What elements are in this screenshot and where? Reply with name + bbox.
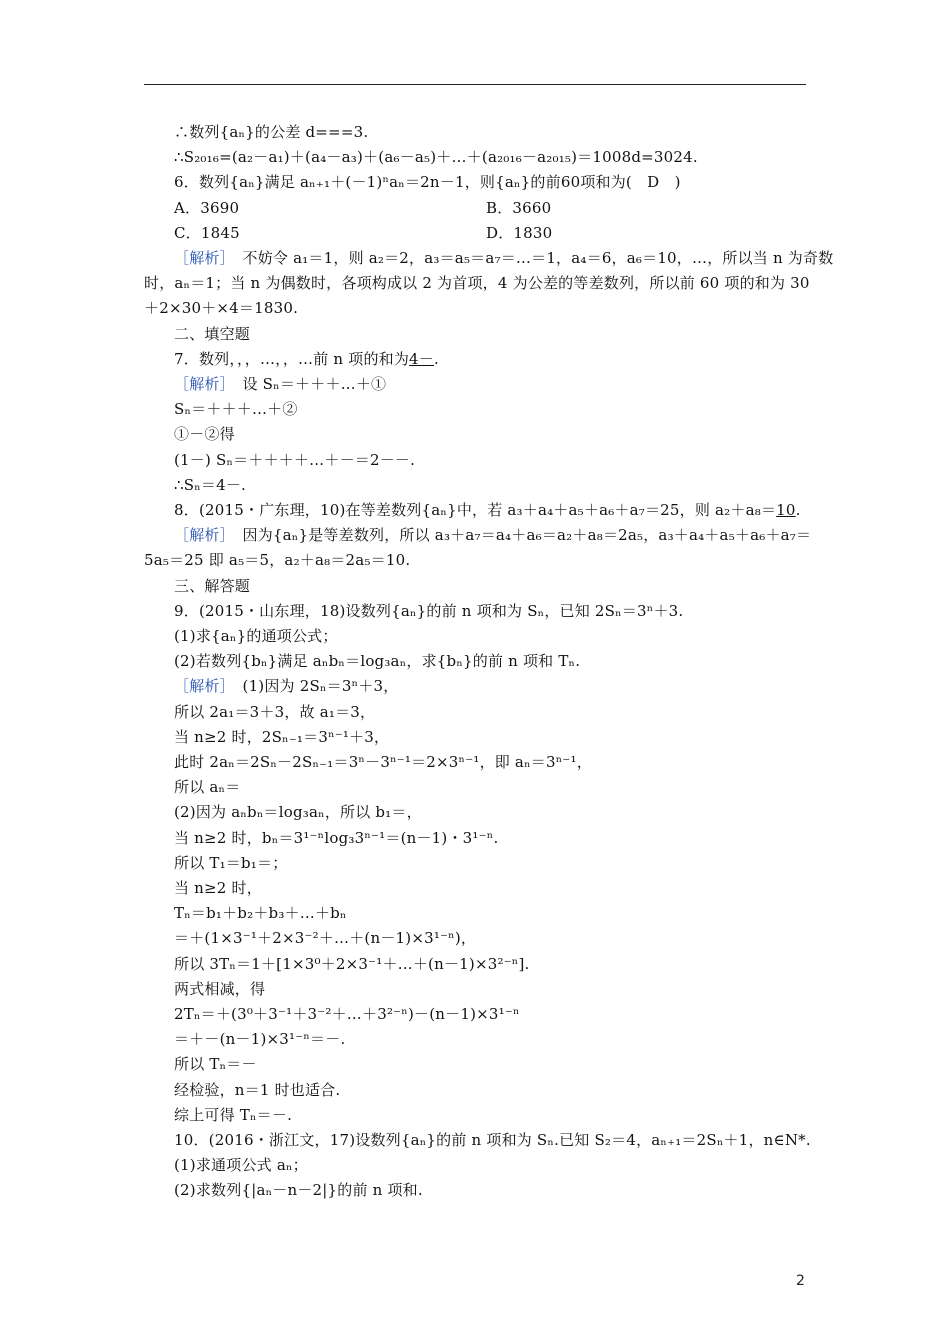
option-d: D．1830 [486,224,553,242]
text-line: 时，aₙ＝1；当 n 为偶数时，各项构成以 2 为首项，4 为公差的等差数列，所以前 60 项的和为 30 [144,274,810,292]
text-span: 7．数列，，，…，，…前 n 项的和为 [174,350,410,368]
answer-blank: 10 [776,501,796,519]
text-line: 当 n≥2 时，bₙ＝3¹⁻ⁿlog₃3ⁿ⁻¹＝(n－1)・3¹⁻ⁿ. [174,829,499,847]
text-line: 所以 aₙ＝ [174,778,241,796]
text-line: (1)求{aₙ}的通项公式； [174,627,338,645]
question-10: 10．(2016・浙江文，17)设数列{aₙ}的前 n 项和为 Sₙ.已知 S₂＝4，aₙ₊₁＝2Sₙ＋1，n∈N*. [174,1131,811,1149]
text-line: 所以 3Tₙ＝1＋[1×3⁰＋2×3⁻¹＋…＋(n－1)×3²⁻ⁿ]. [174,955,530,973]
analysis-tag: ［解析］ [174,375,228,393]
option-b: B．3660 [486,199,552,217]
question-7 [174,349,439,369]
text-line: 2Tₙ＝＋(3⁰＋3⁻¹＋3⁻²＋…＋3²⁻ⁿ)－(n－1)×3¹⁻ⁿ [174,1005,520,1023]
header-rule [144,84,806,85]
text-line: 当 n≥2 时， [174,879,262,897]
section-heading: 三、解答题 [174,577,251,595]
text-line: 此时 2aₙ＝2Sₙ－2Sₙ₋₁＝3ⁿ－3ⁿ⁻¹＝2×3ⁿ⁻¹，即 aₙ＝3ⁿ⁻¹， [174,753,592,771]
analysis-line [174,525,811,545]
text-span: 8．(2015・广东理，10)在等差数列{aₙ}中，若 a₃＋a₄＋a₅＋a₆＋a₇＝25，则 a₂＋a₈＝ [174,501,777,519]
answer-blank: 4－ [409,350,434,368]
section-heading: 二、填空题 [174,325,251,343]
text-span: 设 Sₙ＝＋＋＋…＋① [227,375,387,393]
text-line: (1)求通项公式 aₙ； [174,1156,308,1174]
analysis-line [174,676,398,696]
analysis-tag: ［解析］ [174,249,228,267]
text-line: 综上可得 Tₙ＝－. [174,1106,293,1124]
text-line: ∴Sₙ＝4－. [174,476,247,494]
text-line: ①－②得 [174,425,235,443]
text-span: 因为{aₙ}是等差数列，所以 a₃＋a₇＝a₄＋a₆＝a₂＋a₈＝2a₅，a₃＋a₄＋a₅＋a₆＋a₇＝ [227,526,812,544]
option-c: C．1845 [174,224,240,242]
text-line: 所以 T₁＝b₁＝； [174,854,288,872]
question-6: 6．数列{aₙ}满足 aₙ₊₁＋(－1)ⁿaₙ＝2n－1，则{aₙ}的前60项和为( D ) [174,173,681,191]
text-line: (2)因为 aₙbₙ＝log₃aₙ，所以 b₁＝， [174,803,422,821]
text-line: Tₙ＝b₁＋b₂＋b₃＋…＋bₙ [174,904,347,922]
text-line: 两式相减，得 [174,980,266,998]
text-line: (2)若数列{bₙ}满足 aₙbₙ＝log₃aₙ，求{bₙ}的前 n 项和 Tₙ. [174,652,581,670]
analysis-line [174,248,833,268]
page-number: 2 [796,1273,805,1289]
text-span: . [434,350,439,368]
text-span: (1)因为 2Sₙ＝3ⁿ＋3， [227,677,399,695]
analysis-line [174,374,386,394]
text-line: 5a₅＝25 即 a₅＝5，a₂＋a₈＝2a₅＝10. [144,551,411,569]
option-a: A．3690 [174,199,240,217]
analysis-tag: ［解析］ [174,526,228,544]
text-line: ＋2×30＋×4＝1830. [144,299,299,317]
question-8 [174,500,801,520]
analysis-tag: ［解析］ [174,677,228,695]
text-line: (2)求数列{|aₙ－n－2|}的前 n 项和. [174,1181,423,1199]
text-line: ＝＋(1×3⁻¹＋2×3⁻²＋…＋(n－1)×3¹⁻ⁿ)， [174,929,477,947]
text-line: ∴S₂₀₁₆=(a₂－a₁)＋(a₄－a₃)＋(a₆－a₅)＋…＋(a₂₀₁₆－a₂₀₁₅)＝1008d=3024. [174,148,698,166]
text-span: 不妨令 a₁＝1，则 a₂＝2，a₃＝a₅＝a₇＝…＝1，a₄＝6，a₆＝10，…，所以当 n 为奇数 [227,249,834,267]
text-line: 所以 Tₙ＝－ [174,1055,257,1073]
text-span: . [795,501,801,519]
text-line: 当 n≥2 时，2Sₙ₋₁＝3ⁿ⁻¹＋3， [174,728,390,746]
text-line: 所以 2a₁＝3＋3，故 a₁＝3， [174,703,376,721]
text-line: ＝＋－(n－1)×3¹⁻ⁿ＝－. [174,1030,346,1048]
text-line: Sₙ＝＋＋＋…＋② [174,400,298,418]
question-9: 9．(2015・山东理，18)设数列{aₙ}的前 n 项和为 Sₙ，已知 2Sₙ＝3ⁿ＋3. [174,602,684,620]
text-line: ∴数列{aₙ}的公差 d===3. [174,123,369,141]
text-line: 经检验，n＝1 时也适合. [174,1081,341,1099]
text-line: (1－) Sₙ＝＋＋＋＋…＋－＝2－－. [174,451,416,469]
